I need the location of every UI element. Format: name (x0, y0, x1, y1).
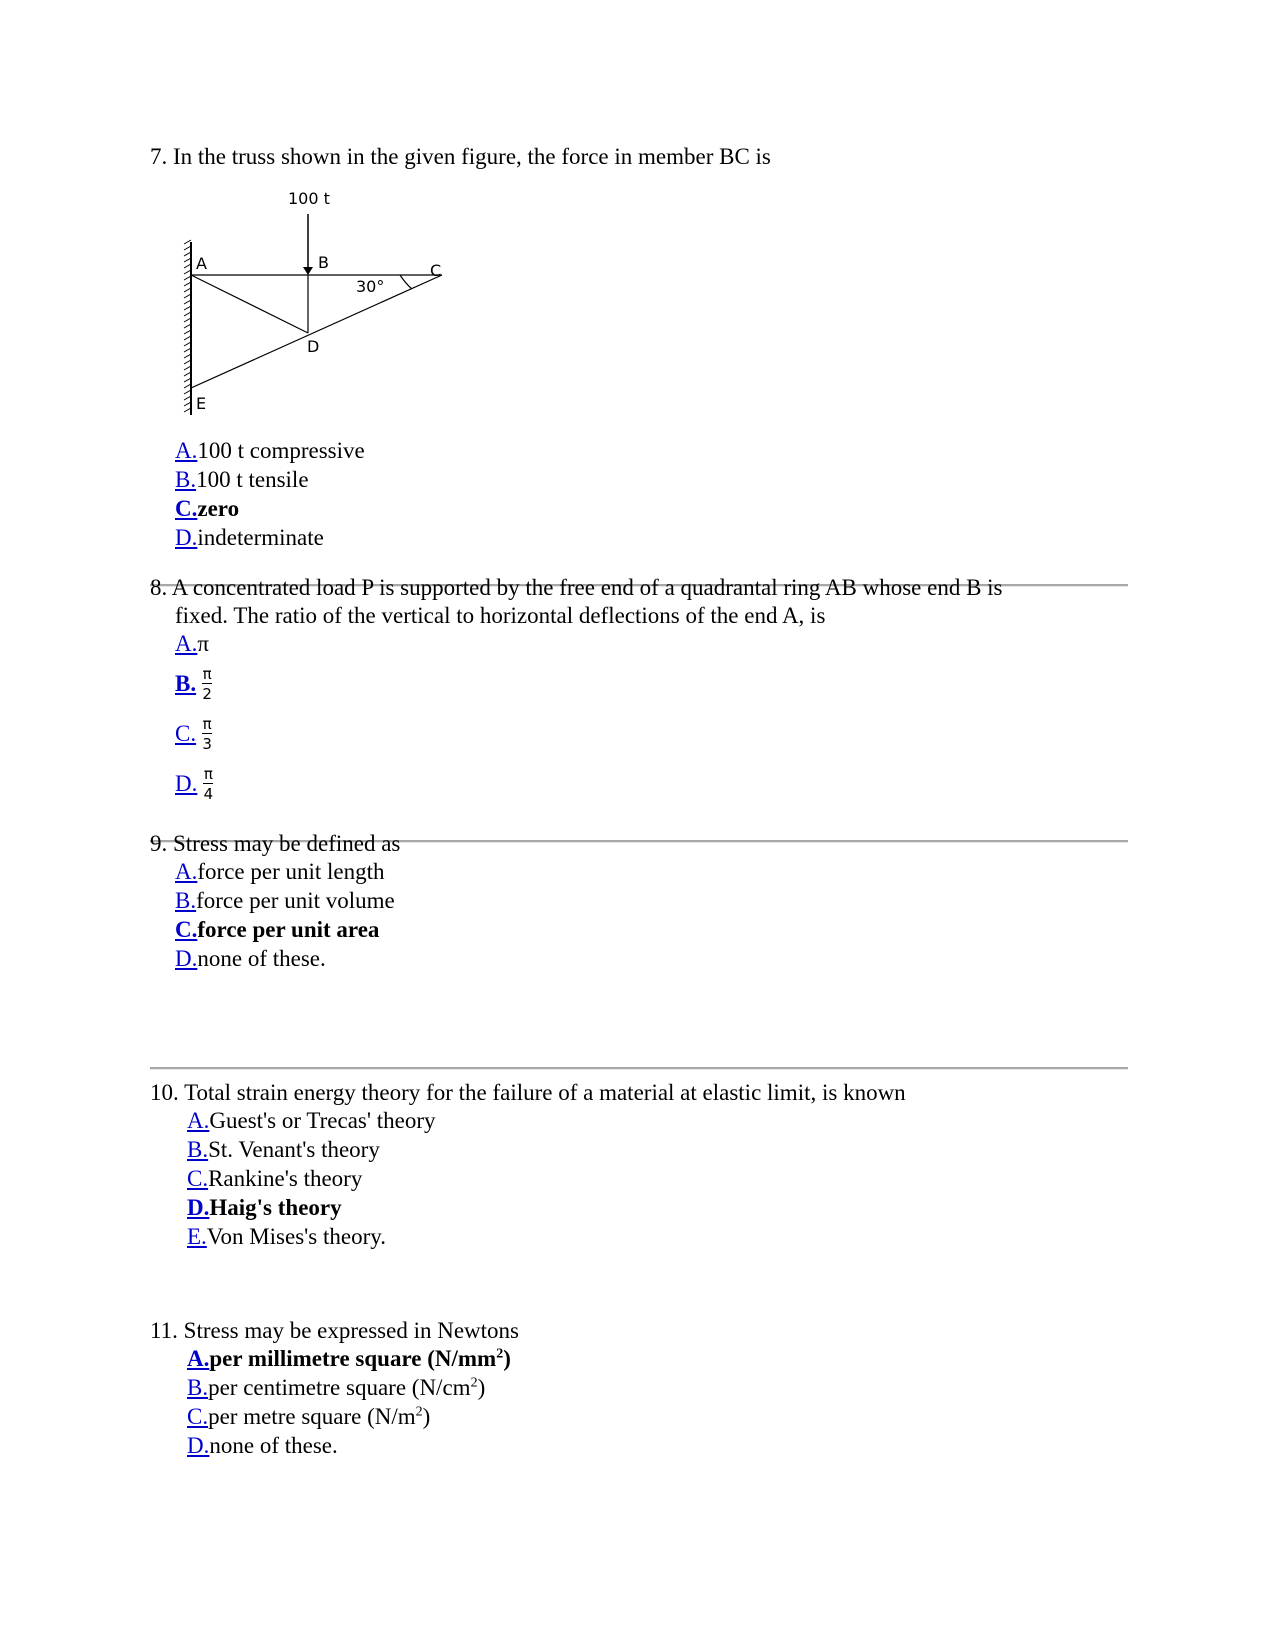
question-9-text: 9. Stress may be defined as (150, 831, 401, 856)
option-b-link[interactable]: B. (187, 1375, 209, 1400)
option-b-link[interactable]: B. (175, 671, 197, 696)
denominator: 4 (203, 785, 214, 803)
question-8-text-line2: fixed. The ratio of the vertical to horizontal deflections of the end A, is (175, 603, 826, 628)
option-a-link[interactable]: A. (175, 438, 198, 463)
option-c (175, 709, 1130, 759)
option-a-link[interactable]: A. (175, 631, 198, 656)
wall-hatching (184, 240, 191, 412)
node-b-label: B (318, 253, 329, 272)
member-ad (191, 275, 308, 333)
numerator: π (202, 715, 212, 733)
option-e (187, 1223, 1130, 1252)
node-c-label: C (430, 261, 442, 280)
option-b-text: per centimetre square (N/cm (208, 1375, 471, 1400)
option-a-link[interactable]: A. (187, 1346, 210, 1371)
node-a-label: A (196, 254, 207, 273)
option-b (175, 887, 1130, 916)
option-b-link[interactable]: B. (187, 1137, 209, 1162)
option-b-text: 100 t tensile (196, 467, 309, 492)
question-7 (150, 143, 1130, 171)
option-a-text: force per unit length (197, 859, 385, 884)
option-a (175, 858, 1130, 887)
option-c-text: Rankine's theory (208, 1166, 363, 1191)
option-a (175, 630, 1130, 659)
option-e-link[interactable]: E. (187, 1224, 207, 1249)
option-b (175, 466, 1130, 495)
option-c-link[interactable]: C. (187, 1404, 209, 1429)
option-a-text: per millimetre square (N/mm (209, 1346, 497, 1371)
option-c-correct (175, 495, 1130, 524)
option-b-text: St. Venant's theory (208, 1137, 380, 1162)
option-d-text: Haig's theory (209, 1195, 342, 1220)
superscript: 2 (415, 1404, 423, 1420)
question-8 (150, 574, 1130, 809)
numerator: π (203, 765, 213, 783)
option-c-link[interactable]: C. (175, 721, 197, 746)
option-d (175, 945, 1130, 974)
denominator: 2 (202, 685, 212, 703)
option-c-correct (175, 916, 1130, 945)
option-c-link[interactable]: C. (175, 496, 198, 521)
option-c (187, 1165, 1130, 1194)
option-d (175, 524, 1130, 553)
question-11-text: 11. Stress may be expressed in Newtons (150, 1318, 519, 1343)
load-arrowhead (303, 267, 313, 275)
option-d-text: indeterminate (197, 525, 324, 550)
question-10 (150, 1079, 1130, 1252)
superscript: 2 (470, 1375, 478, 1391)
question-9 (150, 830, 1130, 974)
question-7-text: 7. In the truss shown in the given figure, the force in member BC is (150, 144, 771, 169)
option-c-link[interactable]: C. (187, 1166, 209, 1191)
option-b-text: force per unit volume (196, 888, 395, 913)
option-b (187, 1136, 1130, 1165)
option-d (175, 759, 1130, 809)
member-ec (191, 275, 442, 388)
option-c-link[interactable]: C. (175, 917, 198, 942)
option-d-correct (187, 1194, 1130, 1223)
option-a-link[interactable]: A. (175, 859, 198, 884)
option-a-correct (187, 1345, 1130, 1374)
option-d-link[interactable]: D. (187, 1195, 210, 1220)
truss-members (191, 275, 442, 388)
angle-arc (400, 275, 412, 289)
option-d-link[interactable]: D. (187, 1433, 210, 1458)
option-d-link[interactable]: D. (175, 525, 198, 550)
question-8-text-line1: 8. A concentrated load P is supported by the free end of a quadrantal ring AB whose end B is (150, 575, 1003, 600)
node-d-label: D (307, 337, 320, 356)
angle-label: 30° (356, 277, 385, 296)
load-label: 100 t (288, 192, 330, 208)
option-c-text: zero (197, 496, 240, 521)
option-d (187, 1432, 1130, 1461)
option-d-text: none of these. (209, 1433, 338, 1458)
option-a-text: 100 t compressive (197, 438, 365, 463)
option-c-text: per metre square (N/m (208, 1404, 416, 1429)
option-d-link[interactable]: D. (175, 771, 198, 796)
option-a-text: π (197, 631, 209, 656)
truss-figure (180, 192, 450, 422)
option-d-link[interactable]: D. (175, 946, 198, 971)
option-b-tail: ) (477, 1375, 486, 1400)
option-b-link[interactable]: B. (175, 888, 197, 913)
denominator: 3 (202, 735, 212, 753)
option-a-tail: ) (503, 1346, 511, 1371)
option-d-text: none of these. (197, 946, 326, 971)
option-c-text: force per unit area (197, 917, 380, 942)
option-a-text: Guest's or Trecas' theory (209, 1108, 436, 1133)
separator (150, 1067, 1128, 1070)
option-e-text: Von Mises's theory. (206, 1224, 387, 1249)
numerator: π (202, 665, 212, 683)
question-10-text: 10. Total strain energy theory for the failure of a material at elastic limit, is known (150, 1080, 906, 1105)
fraction-pi-over-3 (202, 716, 212, 752)
fraction-pi-over-4 (203, 766, 213, 802)
option-a (175, 437, 1130, 466)
option-b-correct (175, 659, 1130, 709)
option-b (187, 1374, 1130, 1403)
option-a (187, 1107, 1130, 1136)
option-b-link[interactable]: B. (175, 467, 197, 492)
superscript: 2 (496, 1346, 504, 1362)
option-a-link[interactable]: A. (187, 1108, 210, 1133)
fraction-pi-over-2 (202, 666, 212, 702)
question-7-options (150, 437, 1130, 553)
option-c (187, 1403, 1130, 1432)
option-c-tail: ) (422, 1404, 431, 1429)
node-e-label: E (196, 394, 207, 413)
question-11 (150, 1317, 1130, 1461)
